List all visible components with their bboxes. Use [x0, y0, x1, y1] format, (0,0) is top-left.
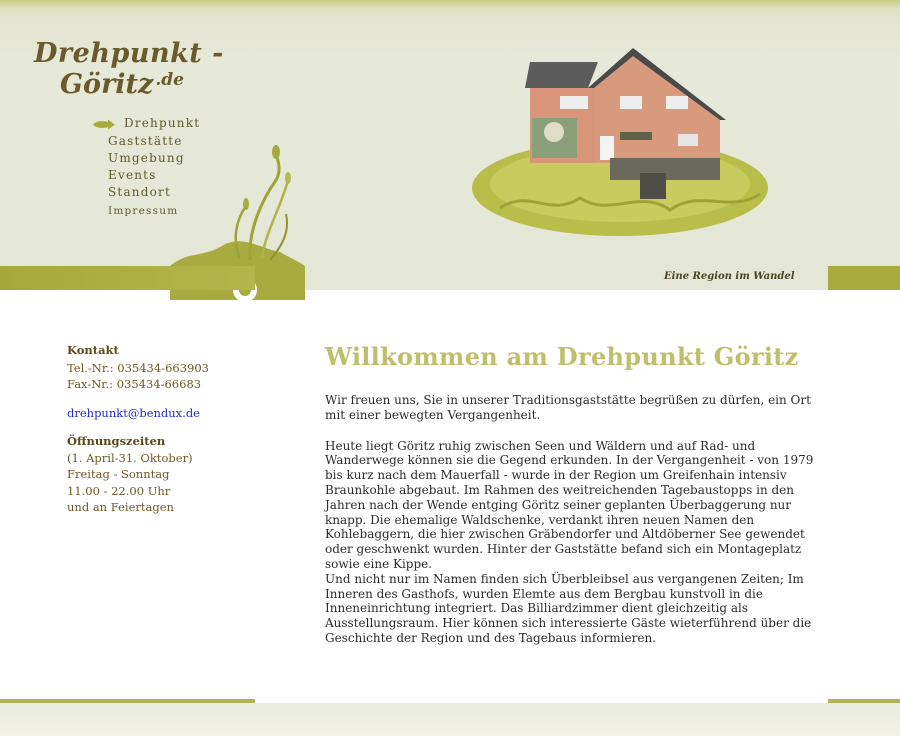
accent-band-right — [828, 266, 900, 290]
phone-number: Tel.-Nr.: 035434-663903 — [67, 360, 209, 375]
top-strip — [0, 0, 900, 8]
logo-name: Göritz — [60, 69, 154, 100]
interior-paragraph: Und nicht nur im Namen finden sich Überbleibsel aus vergangenen Zeiten; Im Inneren des Gasthofs, wurden Elemte aus dem Bergbau kunstvoll in die Inneneinrichtung integriert. Das Billiardzimmer dient gleichzeitig als Ausstellungsraum. Hier können sich interessierte Gäste wieterführend über die Geschichte der Region und des Tagebaus informieren. — [325, 571, 812, 645]
intro-paragraph: Wir freuen uns, Sie in unserer Traditionsgaststätte begrüßen zu dürfen, ein Ort mit einer bewegten Vergangenheit. — [325, 393, 811, 422]
house-image — [470, 38, 775, 238]
header-slogan: Eine Region im Wandel — [664, 271, 795, 282]
footer — [0, 703, 900, 736]
accent-band-left — [0, 266, 255, 290]
nav-item-drehpunkt[interactable]: Drehpunkt — [124, 116, 201, 130]
hours-days: Freitag - Sonntag — [67, 467, 170, 481]
hours-time: 11.00 - 22.00 Uhr — [67, 483, 171, 498]
page-title: Willkommen am Drehpunkt Göritz — [325, 342, 799, 371]
logo-line-1: Drehpunkt - — [34, 38, 224, 69]
nav-item-umgebung[interactable]: Umgebung — [108, 151, 185, 165]
nav-item-impressum[interactable]: Impressum — [108, 205, 179, 217]
hours-season: (1. April-31. Oktober) — [67, 450, 193, 465]
nav-item-gaststaette[interactable]: Gaststätte — [108, 134, 183, 148]
contact-heading: Kontakt — [67, 343, 119, 357]
site-logo[interactable] — [34, 38, 234, 104]
email-link[interactable]: drehpunkt@bendux.de — [67, 405, 200, 420]
hours-holidays: und an Feiertagen — [67, 500, 174, 514]
logo-line-2 — [60, 69, 184, 100]
history-paragraph: Heute liegt Göritz ruhig zwischen Seen und Wäldern und auf Rad- und Wanderwege können sie die Gegend erkunden. In der Vergangenheit - von 1979 bis kurz nach dem Mauerfall - wurde in der Region um Greifenhain intensiv Braunkohle abgebaut. Im Rahmen des weitreichenden Tagebaustopps in den Jahren nach der Wende entging Göritz seiner geplanten Überbaggerung nur knapp. Die ehemalige Waldschenke, verdankt ihren neuen Namen den Kohlebaggern, die hier zwischen Gräbendorfer und Altdöberner See gewendet oder geschwenkt wurden. Hinter der Gaststätte befand sich ein Montageplatz sowie eine Kippe. — [325, 438, 814, 571]
logo-tld: .de — [155, 70, 184, 90]
header — [0, 0, 900, 290]
main-content — [325, 342, 825, 646]
fax-number: Fax-Nr.: 035434-66683 — [67, 377, 202, 391]
hours-heading: Öffnungszeiten — [67, 434, 166, 448]
arrow-right-icon — [92, 119, 116, 130]
nav-item-standort[interactable]: Standort — [108, 185, 171, 199]
contact-sidebar — [67, 342, 287, 516]
nav-item-events[interactable]: Events — [108, 168, 157, 182]
